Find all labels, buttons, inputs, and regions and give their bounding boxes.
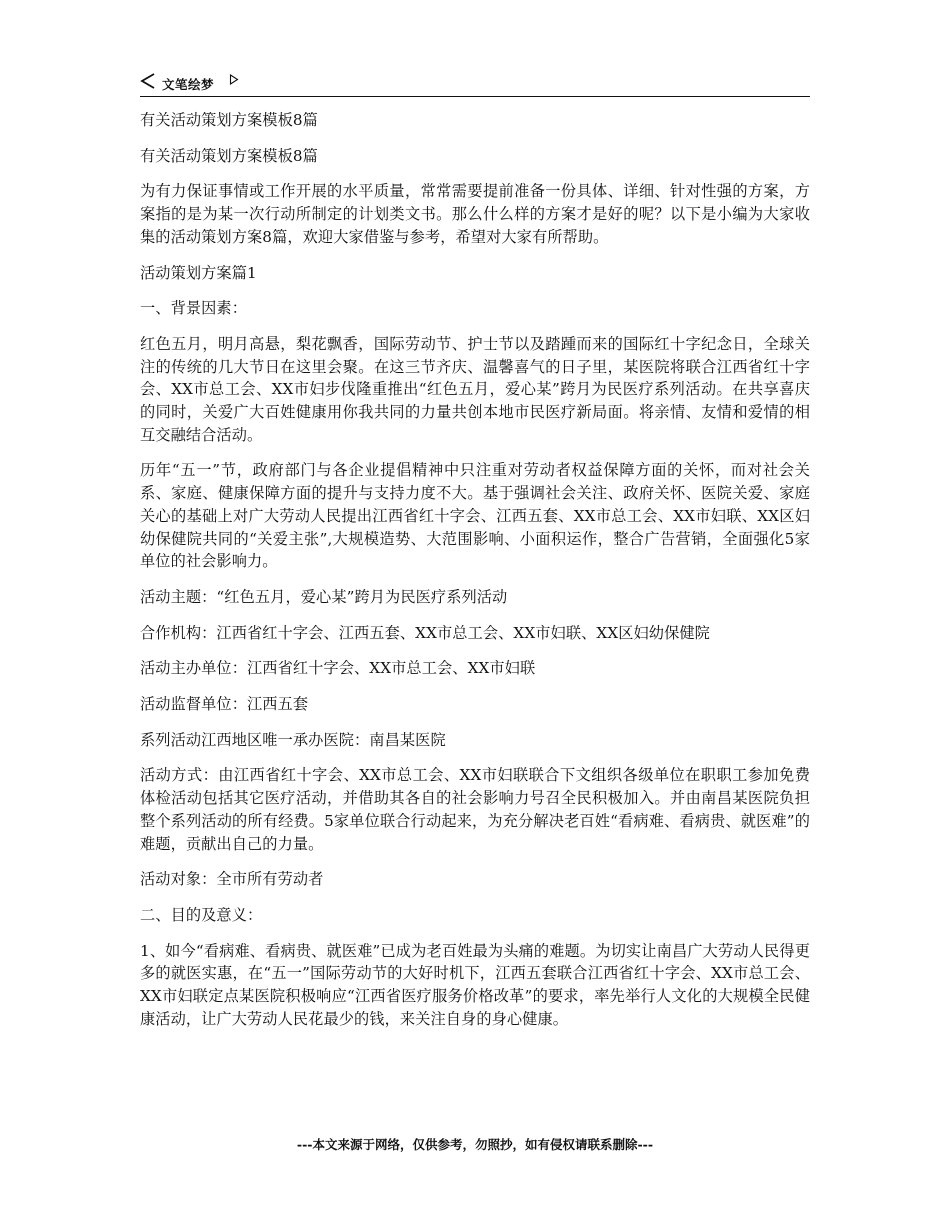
document-subtitle: 有关活动策划方案模板8篇 — [140, 146, 318, 165]
play-triangle-icon[interactable] — [229, 74, 239, 85]
source-disclaimer: ---本文来源于网络，仅供参考，勿照抄，如有侵权请联系删除--- — [296, 1137, 654, 1152]
background-paragraph-2: 历年“五一”节，政府部门与各企业提倡精神中只注重对劳动者权益保障方面的关怀，而对社会关系、家庭、健康保障方面的提升与支持力度不大。基于强调社会关注、政府关怀、医院关爱、家庭关心的基础上对广大劳动人民提出江西省红十字会、江西五套、XX市总工会、XX市妇联、XX区妇幼保健院共同的“关爱主张”,大规模造势、大范围影响、小面积运作，整合广告营销，全面强化5家单位的社会影响力。 — [140, 461, 810, 571]
back-triangle-icon[interactable] — [140, 72, 156, 90]
host-hospital: 系列活动江西地区唯一承办医院：南昌某医院 — [140, 730, 446, 749]
document-title: 有关活动策划方案模板8篇 — [140, 111, 318, 129]
brand-name: 文笔绘梦 — [162, 77, 215, 92]
page-header — [140, 70, 810, 97]
activity-theme: 活动主题：“红色五月，爱心某”跨月为民医疗系列活动 — [140, 587, 508, 606]
background-paragraph-1: 红色五月，明月高悬，梨花飘香，国际劳动节、护士节以及踏踵而来的国际红十字纪念日，全球关注的传统的几大节日在这里会聚。在这三节齐庆、温馨喜气的日子里，某医院将联合江西省红十字会、XX市总工会、XX市妇步伐隆重推出“红色五月，爱心某”跨月为民医疗系列活动。在共享喜庆的同时，关爱广大百姓健康用你我共同的力量共创本地市民医疗新局面。将亲情、友情和爱情的相互交融结合活动。 — [140, 334, 810, 444]
purpose-paragraph-1: 1、如今“看病难、看病贵、就医难”已成为老百姓最为头痛的难题。为切实让南昌广大劳动人民得更多的就医实惠，在“五一”国际劳动节的大好时机下，江西五套联合江西省红十字会、XX市总工会、XX市妇联定点某医院积极响应“江西省医疗服务价格改革”的要求，率先举行人文化的大规模全民健康活动，让广大劳动人民花最少的钱，来关注自身的身心健康。 — [140, 941, 810, 1028]
section-heading-plan-1: 活动策划方案篇1 — [140, 263, 257, 282]
section-heading-background: 一、背景因素： — [140, 299, 248, 318]
activity-method: 活动方式：由江西省红十字会、XX市总工会、XX市妇联联合下文组织各级单位在职职工参加免费体检活动包括其它医疗活动，并借助其各自的社会影响力号召全民积极加入。并由南昌某医院负担整个系列活动的所有经费。5家单位联合行动起来，为充分解决老百姓“看病难、看病贵、就医难”的难题，贡献出自己的力量。 — [140, 766, 810, 853]
supervisor: 活动监督单位：江西五套 — [140, 695, 309, 714]
cooperating-organizations: 合作机构：江西省红十字会、江西五套、XX市总工会、XX市妇联、XX区妇幼保健院 — [140, 623, 710, 642]
section-heading-purpose: 二、目的及意义： — [140, 905, 263, 924]
activity-target: 活动对象：全市所有劳动者 — [140, 870, 324, 889]
intro-paragraph: 为有力保证事情或工作开展的水平质量，常常需要提前准备一份具体、详细、针对性强的方案，方案指的是为某一次行动所制定的计划类文书。那么什么样的方案才是好的呢？以下是小编为大家收集的活动策划方案8篇，欢迎大家借鉴与参考，希望对大家有所帮助。 — [140, 182, 810, 246]
organizers: 活动主办单位：江西省红十字会、XX市总工会、XX市妇联 — [140, 659, 536, 678]
document-body — [140, 109, 810, 1044]
